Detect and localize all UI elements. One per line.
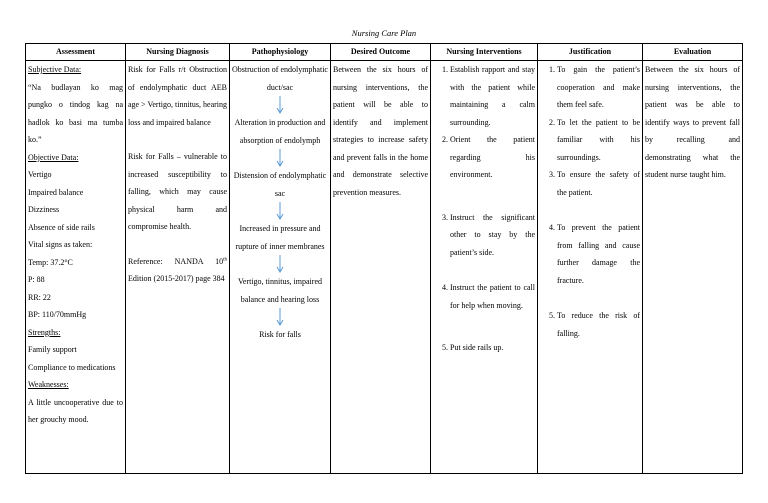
evaluation-text: Between the six hours of nursing interventions, the patient was be able to identify ways to prevent fall by recalling and demonstrating what the student nurse taught him. (645, 65, 740, 179)
objective-item: Vital signs as taken: (28, 240, 93, 249)
objective-item: Vertigo (28, 170, 52, 179)
strength-item: Compliance to medications (28, 362, 116, 372)
down-arrow-icon (275, 308, 285, 326)
objective-item: Impaired balance (28, 187, 84, 197)
evaluation-cell (643, 61, 743, 474)
justification-item: 2. To let the patient to be familiar with his surroundings. (557, 114, 640, 167)
reference-edition: Edition (2015-2017) page 384 (128, 274, 225, 283)
patho-step: Distension of endolymphatic sac (233, 171, 327, 198)
justification-item: 4. To prevent the patient from falling and cause further damage the fracture. (557, 219, 640, 289)
header-desired-outcome: Desired Outcome (331, 44, 431, 61)
patho-step: Risk for falls (259, 330, 301, 339)
weaknesses-text: A little uncooperative due to her grouchy mood. (28, 397, 123, 424)
desired-outcome-text: Between the six hours of nursing interventions, the patient will be able to identify and implement strategies to increase safety and prevent falls in the home and demonstrate selective prevention measures. (333, 65, 428, 197)
strength-item: Family support (28, 345, 77, 354)
patho-step: Increased in pressure and rupture of inner membranes (235, 224, 325, 251)
objective-item: Temp: 37.2°C (28, 257, 73, 267)
page-title: Nursing Care Plan (351, 28, 417, 38)
patho-step: Vertigo, tinnitus, impaired balance and hearing loss (238, 277, 322, 304)
down-arrow-icon (275, 149, 285, 167)
subjective-quote: “Na budlayan ko mag pungko o tindog kag na hadlok ko basi ma tumba ko.” (28, 82, 123, 144)
header-pathophysiology: Pathophysiology (230, 44, 331, 61)
interventions-cell (431, 61, 538, 474)
table-row (26, 61, 743, 474)
diagnosis-reference (128, 253, 227, 288)
header-row (26, 44, 743, 61)
patho-step: Obstruction of endolymphatic duct/sac (232, 65, 328, 92)
intervention-item: 5. Put side rails up. (450, 339, 535, 357)
justification-item: 1. To gain the patient’s cooperation and make them feel safe. (557, 61, 640, 114)
reference-superscript: th (223, 256, 227, 262)
header-assessment: Assessment (26, 44, 126, 61)
header-nursing-interventions: Nursing Interventions (431, 44, 538, 61)
justification-cell (538, 61, 643, 474)
objective-item: Absence of side rails (28, 222, 95, 232)
justification-item: 5. To reduce the risk of falling. (557, 307, 640, 342)
diagnosis-cell (126, 61, 230, 474)
subjective-heading: Subjective Data: (28, 65, 82, 74)
diagnosis-statement: Risk for Falls r/t Obstruction of endolymphatic duct AEB age > Vertigo, tinnitus, hearing loss and impaired balance (128, 65, 228, 127)
desired-outcome-cell (331, 61, 431, 474)
intervention-item: 1. Establish rapport and stay with the patient while maintaining a calm surrounding. (450, 61, 535, 131)
header-evaluation: Evaluation (643, 44, 743, 61)
down-arrow-icon (275, 202, 285, 220)
intervention-item: 3. Instruct the significant other to stay by the patient’s side. (450, 209, 535, 262)
justification-item: 3. To ensure the safety of the patient. (557, 166, 640, 201)
header-nursing-diagnosis: Nursing Diagnosis (126, 44, 230, 61)
objective-item: BP: 110/70mmHg (28, 310, 87, 319)
diagnosis-definition: Risk for Falls – vulnerable to increased susceptibility to falling, which may cause physical harm and compromise health. (128, 152, 227, 231)
down-arrow-icon (275, 96, 285, 114)
intervention-item: 4. Instruct the patient to call for help when moving. (450, 279, 535, 314)
objective-item: Dizziness (28, 205, 60, 214)
justifications-list (540, 61, 640, 342)
down-arrow-icon (275, 255, 285, 273)
reference-text: Reference: NANDA 10 (128, 256, 224, 266)
strengths-heading: Strengths: (28, 327, 61, 337)
pathophysiology-cell (230, 61, 331, 474)
care-plan-table (25, 43, 743, 474)
assessment-cell (26, 61, 126, 474)
interventions-list (433, 61, 535, 357)
header-justification: Justification (538, 44, 643, 61)
intervention-item: 2. Orient the patient regarding his environment. (450, 131, 535, 184)
objective-item: RR: 22 (28, 292, 51, 302)
objective-item: P: 88 (28, 275, 45, 284)
weaknesses-heading: Weaknesses: (28, 380, 69, 389)
patho-step: Alteration in production and absorption of endolymph (234, 118, 326, 145)
objective-heading: Objective Data: (28, 152, 79, 162)
